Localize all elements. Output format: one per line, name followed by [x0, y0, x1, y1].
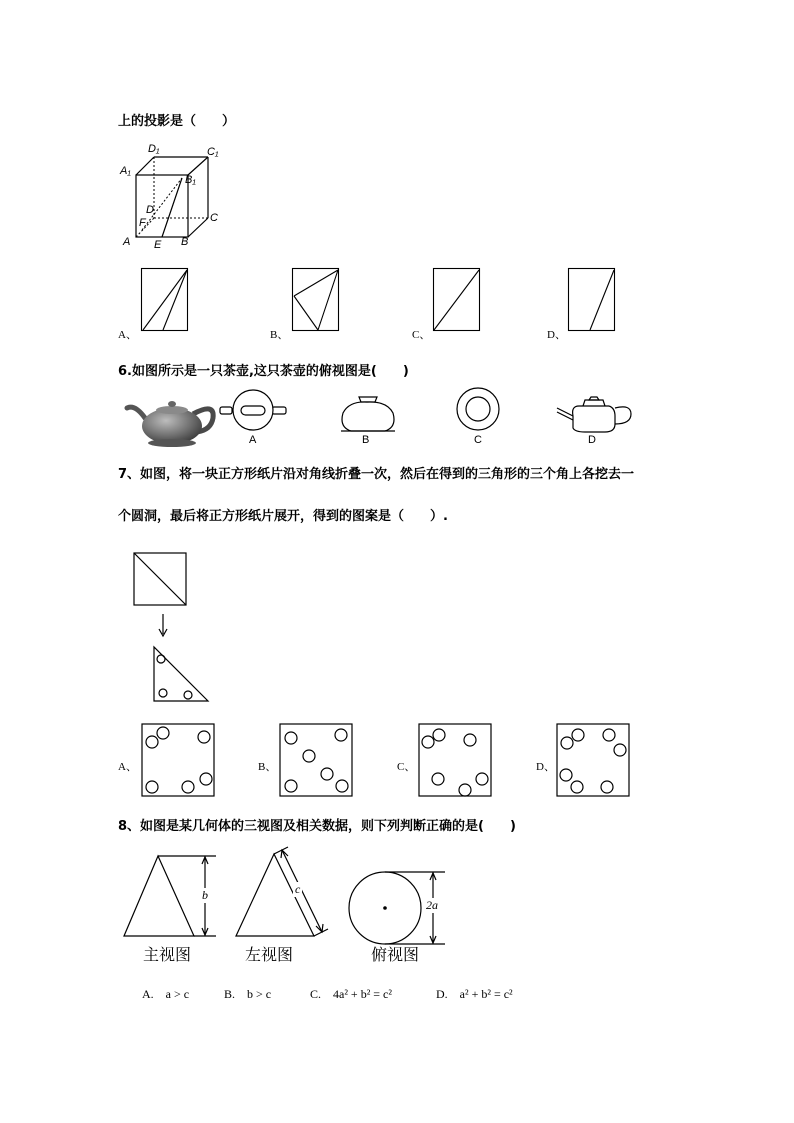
- teapot-option-d-label: D: [588, 434, 596, 446]
- left-view-label-c: c: [295, 882, 301, 896]
- caption-left-view: 左视图: [245, 945, 294, 964]
- front-view-label-b: b: [202, 888, 208, 902]
- q7-stem-line1: 7、如图，将一块正方形纸片沿对角线折叠一次，然后在得到的三角形的三个角上各挖去一: [118, 467, 635, 482]
- q7-option-c-figure: [418, 723, 494, 799]
- teapot-option-d-figure: [555, 394, 635, 434]
- q8-option-b: B. b > c: [224, 987, 272, 1001]
- caption-front-view: 主视图: [143, 945, 192, 964]
- caption-top-view: 俯视图: [371, 945, 420, 964]
- teapot-option-a-label: A: [249, 434, 257, 446]
- q6-stem: 6.如图所示是一只茶壶,这只茶壶的俯视图是( ): [118, 364, 409, 379]
- q5-option-a-label: A、: [118, 329, 137, 341]
- teapot-photo: [125, 390, 220, 448]
- q8-option-a: A. a > c: [142, 987, 190, 1001]
- q7-option-b-label: B、: [258, 761, 277, 773]
- label-C1: C₁: [207, 146, 219, 158]
- q8-stem: 8、如图是某几何体的三视图及相关数据，则下列判断正确的是( ): [118, 819, 516, 834]
- label-E: E: [154, 239, 162, 251]
- q5-option-a-figure: [141, 268, 189, 332]
- folded-square-figure: [133, 552, 193, 612]
- label-A: A: [123, 236, 131, 248]
- label-D1: D₁: [148, 143, 160, 155]
- q7-option-a-label: A、: [118, 761, 137, 773]
- q5-option-c-figure: [433, 268, 481, 332]
- q8-option-c: C. 4a² + b² = c²: [310, 987, 392, 1001]
- label-A1: A₁: [120, 165, 131, 177]
- q5-option-c-label: C、: [412, 329, 431, 341]
- label-F: F: [139, 217, 146, 229]
- triangle-with-holes-figure: [152, 645, 212, 703]
- label-B1: B₁: [185, 174, 196, 186]
- q8-option-d: D. a² + b² = c²: [436, 987, 513, 1001]
- q5-stem-tail: 上的投影是（ ）: [118, 114, 236, 129]
- q7-option-b-figure: [279, 723, 355, 799]
- teapot-option-b-figure: [337, 391, 399, 433]
- q7-stem-line2: 个圆洞，最后将正方形纸片展开，得到的图案是（ ）.: [118, 509, 448, 524]
- label-D: D: [146, 204, 154, 216]
- label-C: C: [210, 212, 218, 224]
- q5-option-b-figure: [292, 268, 340, 332]
- teapot-option-b-label: B: [362, 434, 370, 446]
- teapot-option-c-figure: [455, 386, 501, 432]
- label-B: B: [181, 236, 189, 248]
- teapot-option-a-figure: [218, 388, 288, 434]
- q7-option-d-figure: [556, 723, 632, 799]
- q5-option-d-label: D、: [547, 329, 566, 341]
- q7-option-d-label: D、: [536, 761, 555, 773]
- left-view-figure: [232, 850, 342, 942]
- q7-option-a-figure: [141, 723, 217, 799]
- q5-option-d-figure: [568, 268, 616, 332]
- q7-option-c-label: C、: [397, 761, 416, 773]
- down-arrow-icon: [156, 614, 170, 638]
- front-view-figure: [118, 852, 228, 942]
- top-view-label-2a: 2a: [426, 898, 438, 912]
- q5-option-b-label: B、: [270, 329, 289, 341]
- teapot-option-c-label: C: [474, 434, 482, 446]
